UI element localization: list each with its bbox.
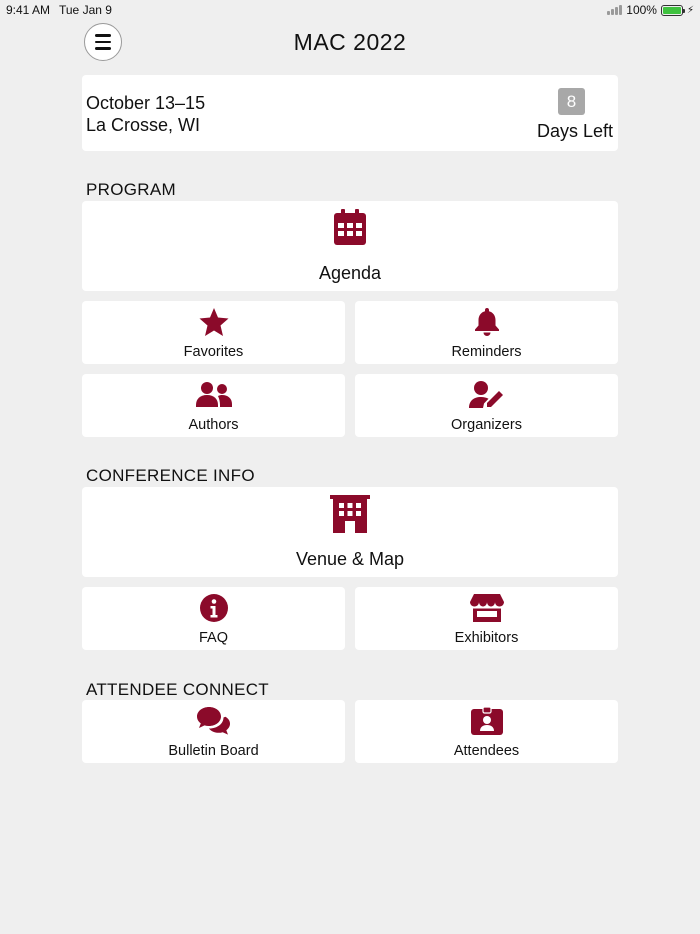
venue-label: Venue & Map — [295, 549, 405, 569]
building-icon — [82, 495, 618, 533]
bell-icon — [355, 308, 618, 336]
status-time: 9:41 AM — [6, 3, 51, 17]
organizers-label: Organizers — [451, 417, 522, 433]
section-title-attendee-connect: ATTENDEE CONNECT — [86, 680, 269, 699]
users-icon — [82, 381, 345, 407]
attendees-label: Attendees — [453, 743, 520, 759]
charging-icon: ⚡ — [686, 4, 694, 16]
status-bar — [0, 0, 700, 20]
battery-percent: 100% — [626, 3, 657, 17]
attendees-tile[interactable] — [355, 700, 618, 763]
event-details — [86, 92, 205, 136]
exhibitors-label: Exhibitors — [454, 630, 519, 646]
agenda-label: Agenda — [318, 263, 382, 283]
signal-icon — [607, 5, 622, 15]
nav-bar — [0, 20, 700, 64]
calendar-icon — [82, 209, 618, 245]
bulletin-board-tile[interactable] — [82, 700, 345, 763]
section-title-conference-info: CONFERENCE INFO — [86, 466, 255, 485]
days-left-label: Days Left — [536, 121, 613, 141]
star-icon — [82, 308, 345, 336]
info-circle-icon — [82, 594, 345, 622]
faq-label: FAQ — [198, 630, 228, 646]
comments-icon — [82, 707, 345, 735]
organizers-tile[interactable] — [355, 374, 618, 437]
page-title: MAC 2022 — [293, 29, 407, 55]
agenda-tile[interactable] — [82, 201, 618, 291]
venue-tile[interactable] — [82, 487, 618, 577]
id-badge-icon — [355, 707, 618, 735]
favorites-tile[interactable] — [82, 301, 345, 364]
event-info-card — [82, 75, 618, 151]
user-edit-icon — [355, 381, 618, 409]
status-date: Tue Jan 9 — [59, 3, 112, 17]
reminders-tile[interactable] — [355, 301, 618, 364]
status-right — [607, 3, 694, 17]
favorites-label: Favorites — [183, 344, 244, 360]
event-dates: October 13–15 — [86, 93, 206, 113]
days-left-badge: 8 — [558, 88, 585, 115]
authors-tile[interactable] — [82, 374, 345, 437]
event-location: La Crosse, WI — [86, 115, 201, 135]
faq-tile[interactable] — [82, 587, 345, 650]
bulletin-board-label: Bulletin Board — [168, 743, 259, 759]
store-icon — [355, 594, 618, 622]
reminders-label: Reminders — [451, 344, 522, 360]
exhibitors-tile[interactable] — [355, 587, 618, 650]
authors-label: Authors — [188, 417, 239, 433]
section-title-program: PROGRAM — [86, 180, 176, 199]
battery-icon — [661, 5, 683, 16]
